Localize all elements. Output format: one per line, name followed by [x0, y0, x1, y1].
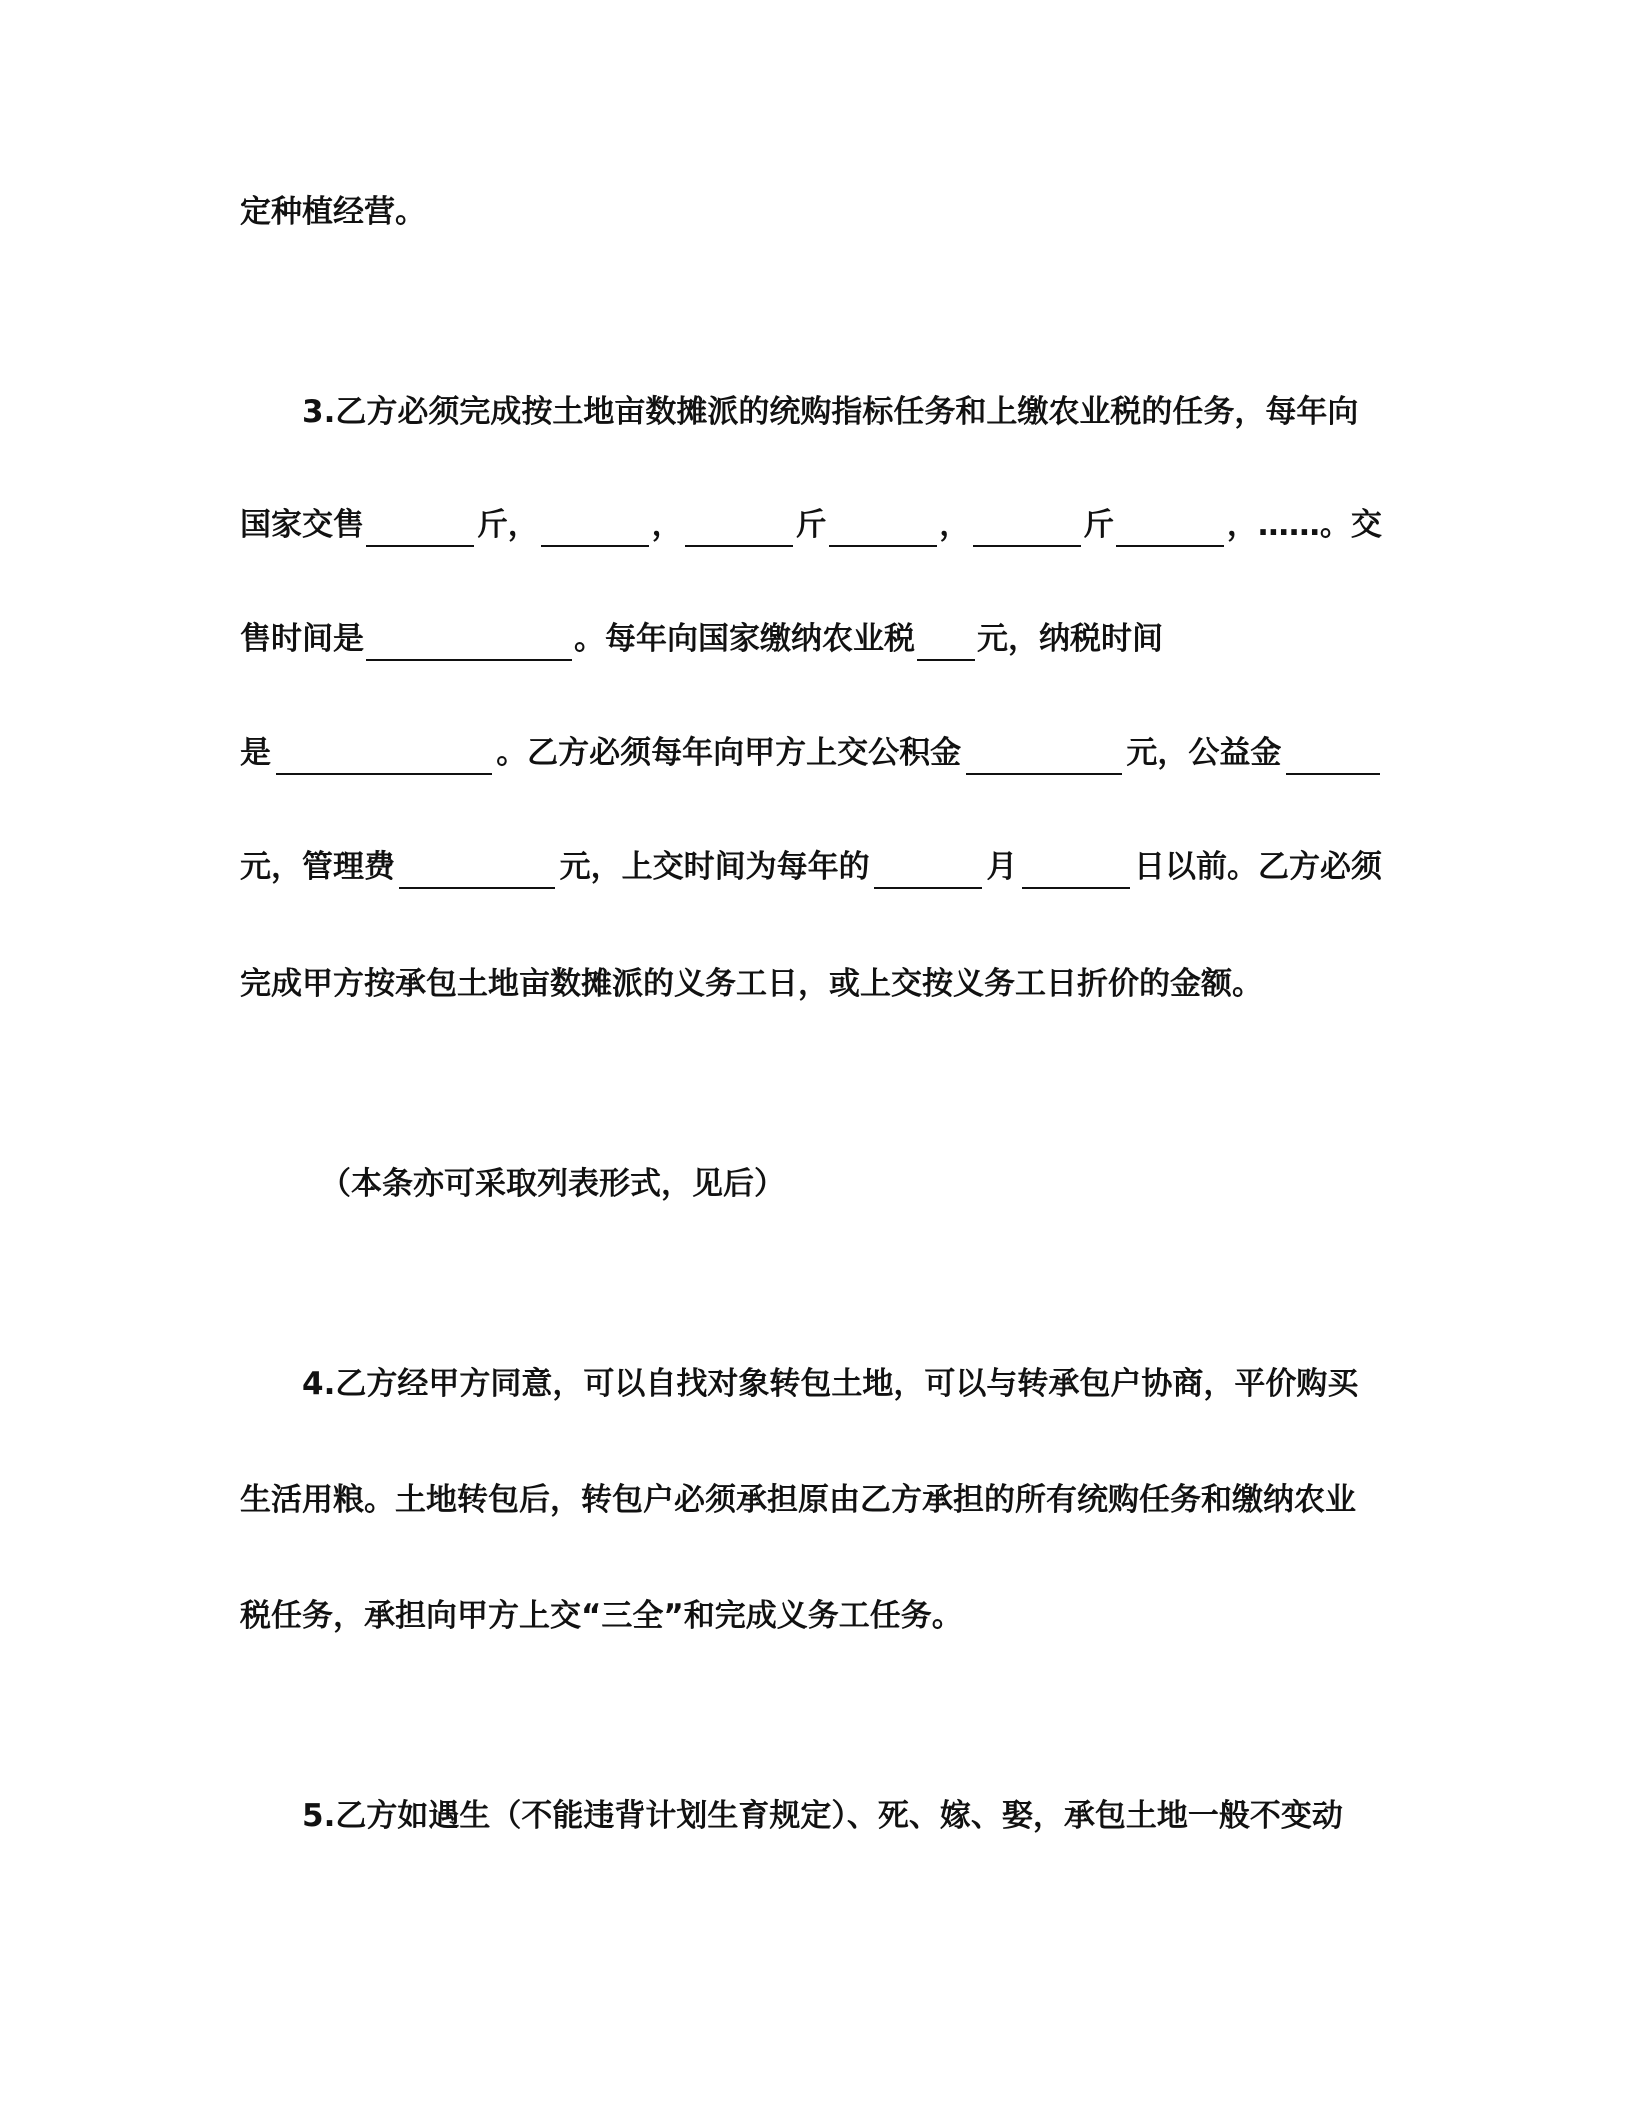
clause-note: （本条亦可采取列表形式，见后） [320, 1166, 785, 1202]
text-line: 定种植经营。 [240, 194, 426, 230]
clause-3-line-4 [240, 731, 1382, 775]
text-segment: 元，上交时间为每年的 [559, 849, 870, 885]
text-segment: 斤， [476, 507, 539, 543]
text-segment: 元，管理费 [240, 849, 395, 885]
text-segment: 是 [240, 735, 271, 771]
clause-3-line-5 [240, 845, 1382, 889]
blank-field[interactable] [276, 737, 492, 775]
blank-field[interactable] [1286, 737, 1380, 775]
clause-3-line-6: 完成甲方按承包土地亩数摊派的义务工日，或上交按义务工日折价的金额。 [240, 966, 1263, 1002]
blank-field[interactable] [917, 623, 975, 661]
clause-3-line-1: 3.乙方必须完成按土地亩数摊派的统购指标任务和上缴农业税的任务，每年向 [302, 394, 1359, 430]
text-segment: 斤 [1083, 507, 1115, 543]
blank-field[interactable] [541, 509, 649, 547]
text-segment: 月 [986, 849, 1018, 885]
blank-field[interactable] [966, 737, 1122, 775]
blank-field[interactable] [874, 851, 982, 889]
blank-field[interactable] [973, 509, 1081, 547]
blank-field[interactable] [1116, 509, 1224, 547]
text-segment: 国家交售 [240, 507, 364, 543]
clause-4-line-1: 4.乙方经甲方同意，可以自找对象转包土地，可以与转承包户协商，平价购买 [302, 1366, 1359, 1402]
text-segment: ， [939, 507, 971, 543]
clause-5-line-1: 5.乙方如遇生（不能违背计划生育规定）、死、嫁、娶，承包土地一般不变动 [302, 1798, 1343, 1834]
text-segment: 斤 [795, 507, 827, 543]
clause-3-line-3 [240, 617, 1382, 661]
text-segment: 售时间是 [240, 621, 364, 657]
text-segment: 元，公益金 [1126, 735, 1282, 771]
blank-field[interactable] [366, 623, 572, 661]
text-segment: 元，纳税时间 [977, 621, 1163, 657]
text-segment: ， [651, 507, 683, 543]
blank-field[interactable] [1022, 851, 1130, 889]
blank-field[interactable] [685, 509, 793, 547]
clause-4-line-3: 税任务，承担向甲方上交“三全”和完成义务工任务。 [240, 1598, 963, 1634]
text-segment: 日以前。乙方必须 [1133, 849, 1382, 885]
text-segment: 。每年向国家缴纳农业税 [574, 621, 915, 657]
text-segment: 。乙方必须每年向甲方上交公积金 [496, 735, 962, 771]
blank-field[interactable] [829, 509, 937, 547]
blank-field[interactable] [366, 509, 474, 547]
clause-4-line-2: 生活用粮。土地转包后，转包户必须承担原由乙方承担的所有统购任务和缴纳农业 [240, 1482, 1356, 1518]
text-segment: ，……。交 [1226, 507, 1382, 543]
clause-3-line-2 [240, 503, 1382, 547]
blank-field[interactable] [399, 851, 555, 889]
